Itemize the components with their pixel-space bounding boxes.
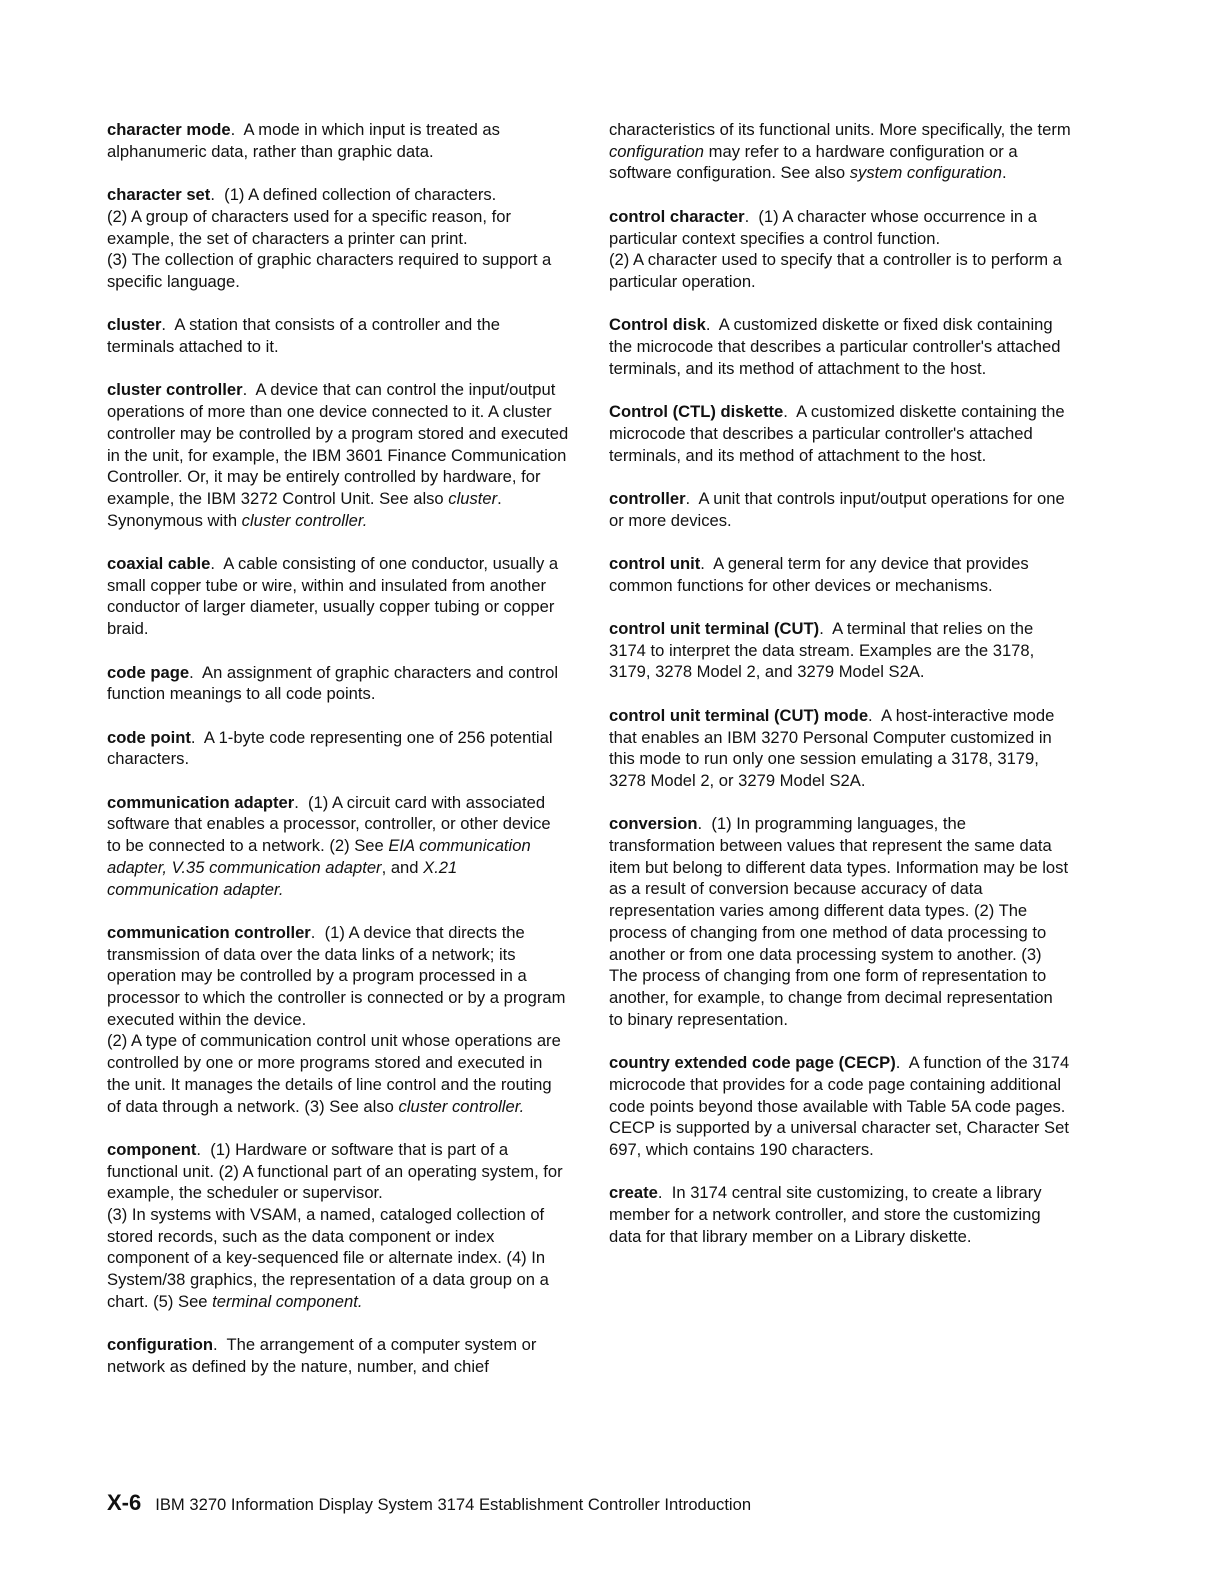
definition-text: characteristics of its functional units. More specifically, the term — [609, 120, 1071, 139]
cross-reference: system configuration — [849, 163, 1002, 183]
definition-text: (1) In programming languages, the transformation between values that represent the same data item but belong to different data types. Information may be lost as a result of conversion because accuracy of data representation varies among different data types. (2) The process of changing from one method of data processing to another or from one data processing system to another. (3) The process of changing from one form of representation to another, for example, to change from decimal representation to binary representation. — [609, 814, 1069, 1029]
definition-text: A station that consists of a controller and the terminals attached to it. — [107, 315, 500, 356]
definition-text: A device that can control the input/output operations of more than one device connected to it. A cluster controller may be controlled by a program stored and executed in the unit, for example, the IBM 3601 Finance Communication Controller. Or, it may be entirely controlled by hardware, for example, the IBM 3272 Control Unit. See also — [107, 380, 569, 508]
definition-text: The arrangement of a computer system or network as defined by the nature, number, and chief — [107, 1335, 537, 1376]
glossary-term: character mode — [107, 120, 231, 139]
definition-text: An assignment of graphic characters and control function meanings to all code points. — [107, 662, 559, 704]
glossary-term: configuration — [107, 1335, 214, 1355]
glossary-term: controller — [609, 488, 686, 508]
definition-text: A cable consisting of one conductor, usually a small copper tube or wire, within and insulated from another conductor of larger diameter, usually copper tubing or copper braid. — [107, 554, 559, 639]
glossary-entry: country extended code page (CECP). A function of the 3174 microcode that provides for a code page containing additional code points beyond those available with Table 5A code pages. CECP is supported by a universal character set, Character Set 697, which contains 190 characters. — [609, 1053, 1070, 1159]
definition-text: A terminal that relies on the 3174 to interpret the data stream. Examples are the 3178, 3179, 3278 Model 2, and 3279 Model S2A. — [609, 619, 1035, 682]
definition-text: , and — [381, 857, 424, 877]
glossary-term: coaxial cable — [107, 554, 211, 573]
cross-reference: cluster — [448, 488, 498, 508]
cross-reference: EIA communication adapter, V.35 communication adapter — [107, 836, 531, 877]
glossary-term: cluster controller — [107, 380, 243, 400]
definition-text: . — [1001, 163, 1007, 183]
glossary-entry: configuration. The arrangement of a computer system or network as defined by the nature, number, and chief — [107, 1335, 537, 1376]
glossary-entry — [609, 119, 1071, 184]
glossary-term: communication adapter — [107, 792, 295, 812]
definition-text: may refer to a hardware configuration or a software configuration. See also — [609, 141, 1018, 183]
definition-text: In 3174 central site customizing, to create a library member for a network controller, and store the customizing data for that library member on a Library diskette. — [609, 1183, 1042, 1246]
glossary-entry: Control (CTL) diskette. A customized diskette containing the microcode that describes a particular controller's attached terminals, and its method of attachment to the host. — [609, 402, 1065, 465]
definition-text: (1) A circuit card with associated software that enables a processor, controller, or other device to be connected to a network. (2) See — [107, 792, 551, 856]
glossary-entry: code point. A 1-byte code representing one of 256 potential characters. — [107, 727, 553, 769]
glossary-entry: controller. A unit that controls input/output operations for one or more devices. — [609, 488, 1065, 530]
glossary-entry: control character. (1) A character whose occurrence in a particular context specifies a control function. (2) A character used to specify that a controller is to perform a particular operation. — [609, 206, 1062, 291]
definition-text: (3) In systems with VSAM, a named, cataloged collection of stored records, such as the data component or index component of a key-sequenced file or alternate index. (4) In System/38 graphics, the representation of a data group on a chart. (5) See — [107, 1205, 549, 1311]
glossary-term: control unit — [609, 553, 701, 573]
glossary-entry: code page. An assignment of graphic characters and control function meanings to all code points. — [107, 662, 559, 704]
glossary-entry: create. In 3174 central site customizing, to create a library member for a network controller, and store the customizing data for that library member on a Library diskette. — [609, 1183, 1042, 1246]
glossary-entry: component. (1) Hardware or software that is part of a functional unit. (2) A functional part of an operating system, for example, the scheduler or supervisor. (3) In systems with VSAM, a named, cataloged collection of stored records, such as the data component or index component of a key-sequenced file or alternate index. (4) In System/38 graphics, the representation of a data group on a chart. (5) See terminal component. — [107, 1139, 563, 1311]
definition-text: . Synonymous with — [107, 488, 502, 530]
definition-text: A customized diskette or fixed disk containing the microcode that describes a particular controller's attached terminals, and its method of attachment to the host. — [609, 315, 1061, 378]
right-column — [609, 119, 1071, 1269]
glossary-term: country extended code page (CECP) — [609, 1053, 896, 1073]
definition-text: (2) A character used to specify that a controller is to perform a particular operation. — [609, 250, 1062, 291]
cross-reference: cluster controller. — [241, 510, 368, 530]
glossary-term: cluster — [107, 315, 162, 335]
glossary-entry: cluster. A station that consists of a controller and the terminals attached to it. — [107, 315, 500, 356]
definition-text: (1) A defined collection of characters. — [224, 185, 497, 205]
page-number: X-6 — [107, 1490, 142, 1515]
glossary-entry: conversion. (1) In programming languages, the transformation between values that represent the same data item but belong to different data types. Information may be lost as a result of conversion because accuracy of data representation varies among different data types. (2) The process of changing from one method of data processing to another or from one data processing system to another. (3) The process of changing from one form of representation to another, for example, to change from decimal representation to binary representation. — [609, 814, 1069, 1029]
glossary-term: code point — [107, 727, 191, 747]
definition-text: (1) Hardware or software that is part of a functional unit. (2) A functional part of an operating system, for example, the scheduler or supervisor. — [107, 1139, 563, 1203]
definition-text: (3) The collection of graphic characters required to support a specific language. — [107, 250, 552, 291]
glossary-entry: coaxial cable. A cable consisting of one conductor, usually a small copper tube or wire, within and insulated from another conductor of larger diameter, usually copper tubing or copper braid. — [107, 554, 559, 639]
glossary-term: Control disk — [609, 315, 706, 335]
glossary-term: component — [107, 1139, 197, 1159]
glossary-term: character set — [107, 185, 211, 205]
glossary-entry: character set. (1) A defined collection of characters. (2) A group of characters used for a specific reason, for example, the set of characters a printer can print. (3) The collection of graphic characters required to support a specific language. — [107, 185, 552, 291]
glossary-entry: control unit. A general term for any device that provides common functions for other devices or mechanisms. — [609, 553, 1029, 595]
glossary-term: create — [609, 1183, 658, 1203]
cross-reference: X.21 communication adapter. — [107, 857, 458, 899]
glossary-entry: communication adapter. (1) A circuit card with associated software that enables a processor, controller, or other device to be connected to a network. (2) See EIA communication adapter, V.35 communication adapter, and X.21 communication adapter. — [107, 792, 551, 899]
glossary-entry: communication controller. (1) A device that directs the transmission of data over the data links of a network; its operation may be controlled by a program processed in a processor to which the controller is connected or by a program executed within the device. (2) A type of communication control unit whose operations are controlled by one or more programs stored and executed in the unit. It manages the details of line control and the routing of data through a network. (3) See also cluster controller. — [107, 922, 566, 1116]
glossary-entry: character mode. A mode in which input is treated as alphanumeric data, rather than graphic data. — [107, 120, 500, 161]
left-column — [107, 119, 569, 1399]
glossary-term: control character — [609, 206, 745, 226]
glossary-entry: Control disk. A customized diskette or fixed disk containing the microcode that describes a particular controller's attached terminals, and its method of attachment to the host. — [609, 315, 1061, 378]
glossary-term: conversion — [609, 814, 698, 834]
glossary-term: control unit terminal (CUT) mode — [609, 705, 869, 725]
definition-text: (2) A group of characters used for a specific reason, for example, the set of characters a printer can print. — [107, 206, 511, 248]
definition-text: (1) A character whose occurrence in a particular context specifies a control function. — [609, 206, 1037, 248]
definition-text: A 1-byte code representing one of 256 potential characters. — [107, 727, 553, 769]
page-footer — [107, 1490, 751, 1516]
definition-text: A host-interactive mode that enables an IBM 3270 Personal Computer customized in this mode to run only one session emulating a 3178, 3179, 3278 Model 2, or 3279 Model S2A. — [609, 705, 1055, 790]
glossary-term: Control (CTL) diskette — [609, 402, 784, 422]
glossary-term: communication controller — [107, 922, 311, 942]
footer-title: IBM 3270 Information Display System 3174 Establishment Controller Introduction — [155, 1495, 752, 1514]
definition-text: (2) A type of communication control unit whose operations are controlled by one or more programs stored and executed in the unit. It manages the details of line control and the routing of data through a network. (3) See also — [107, 1031, 561, 1116]
cross-reference: cluster controller. — [398, 1096, 525, 1116]
glossary-term: control unit terminal (CUT) — [609, 619, 820, 639]
glossary-entry: control unit terminal (CUT) mode. A host-interactive mode that enables an IBM 3270 Personal Computer customized in this mode to run only one session emulating a 3178, 3179, 3278 Model 2, or 3279 Model S2A. — [609, 705, 1055, 790]
definition-text: A customized diskette containing the microcode that describes a particular controller's attached terminals, and its method of attachment to the host. — [609, 402, 1065, 465]
glossary-entry: control unit terminal (CUT). A terminal that relies on the 3174 to interpret the data stream. Examples are the 3178, 3179, 3278 Model 2, and 3279 Model S2A. — [609, 619, 1035, 682]
cross-reference: configuration — [609, 141, 705, 161]
definition-text: (1) A device that directs the transmission of data over the data links of a network; its operation may be controlled by a program processed in a processor to which the controller is connected or by a program executed within the device. — [107, 922, 566, 1029]
cross-reference: terminal component. — [212, 1291, 363, 1311]
glossary-term: code page — [107, 662, 190, 682]
definition-text: A function of the 3174 microcode that provides for a code page containing additional code points beyond those available with Table 5A code pages. CECP is supported by a universal character set, Character Set 697, which contains 190 characters. — [609, 1053, 1070, 1159]
glossary-entry: cluster controller. A device that can control the input/output operations of more than one device connected to it. A cluster controller may be controlled by a program stored and executed in the unit, for example, the IBM 3601 Finance Communication Controller. Or, it may be entirely controlled by hardware, for example, the IBM 3272 Control Unit. See also cluster. Synonymous with cluster controller. — [107, 380, 569, 530]
definition-text: A unit that controls input/output operations for one or more devices. — [609, 488, 1065, 530]
definition-text: A mode in which input is treated as alphanumeric data, rather than graphic data. — [107, 120, 500, 161]
definition-text: A general term for any device that provides common functions for other devices or mechanisms. — [609, 553, 1029, 595]
